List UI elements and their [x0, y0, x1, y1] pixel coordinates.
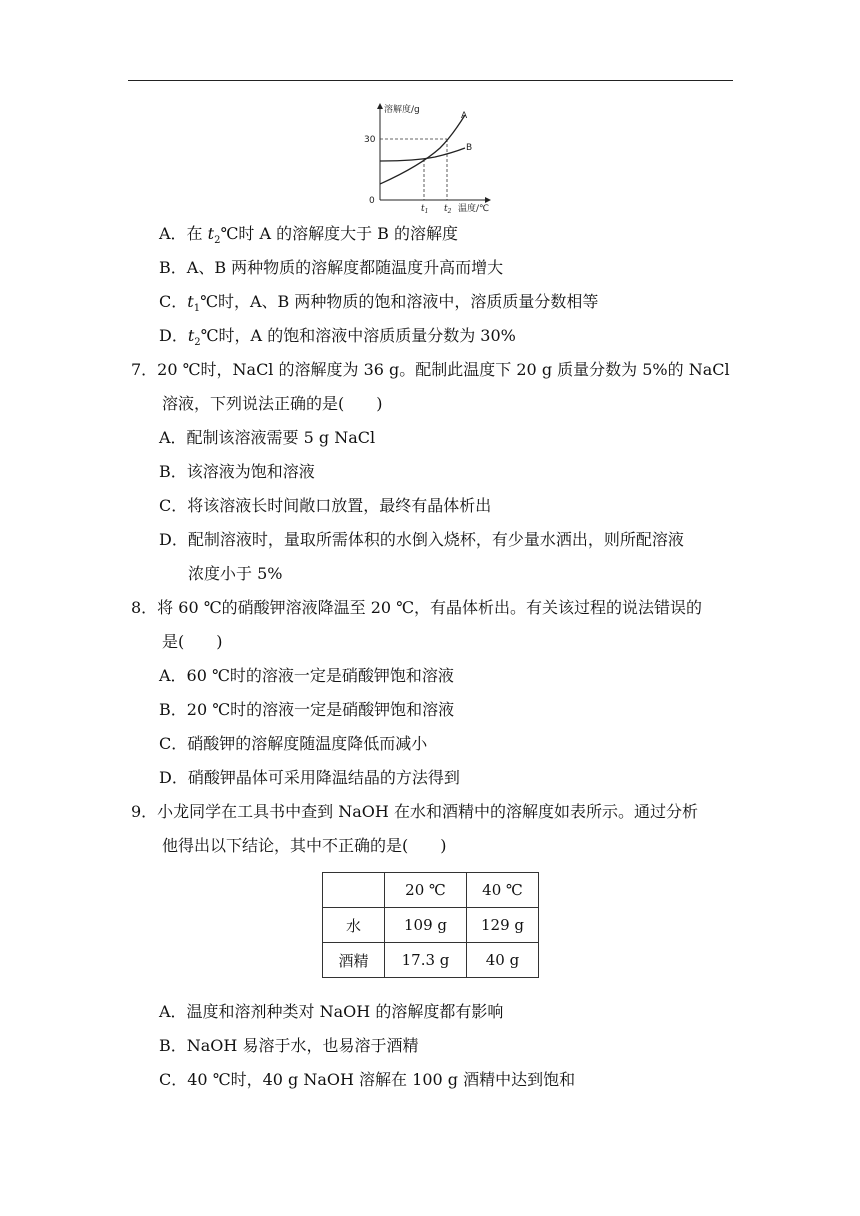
table-cell — [323, 873, 385, 908]
q6-option-c: C．$t_1℃$时，A、B 两种物质的饱和溶液中，溶质质量分数相等 — [159, 292, 599, 315]
q7-stem-cont: 溶液，下列说法正确的是( ) — [162, 394, 383, 413]
curve-b-label: B — [466, 143, 473, 153]
q7-option-b: B．该溶液为饱和溶液 — [159, 462, 315, 481]
q9-option-a: A．温度和溶剂种类对 NaOH 的溶解度都有影响 — [159, 1002, 504, 1021]
curve-b — [380, 148, 465, 161]
table-cell: 40 g — [467, 943, 539, 978]
t2-label: $t_2$ — [444, 204, 452, 215]
q6-option-a: A．在 $t_2℃$时 A 的溶解度大于 B 的溶解度 — [159, 224, 459, 247]
q6-option-b: B．A、B 两种物质的溶解度都随温度升高而增大 — [159, 258, 504, 277]
table-row — [323, 908, 539, 943]
x-axis-label: 温度/℃ — [458, 204, 490, 214]
q7-option-d: D．配制溶液时，量取所需体积的水倒入烧杯，有少量水洒出，则所配溶液 — [159, 530, 684, 549]
q9-option-b: B．NaOH 易溶于水，也易溶于酒精 — [159, 1036, 419, 1055]
q8-option-a: A．60 ℃时的溶液一定是硝酸钾饱和溶液 — [159, 666, 454, 685]
table-cell: 40 ℃ — [467, 873, 539, 908]
y-axis-label: 溶解度/g — [384, 105, 420, 115]
q7-option-d-cont: 浓度小于 5% — [188, 564, 283, 583]
q8-option-b: B．20 ℃时的溶液一定是硝酸钾饱和溶液 — [159, 700, 455, 719]
solubility-graph — [360, 98, 500, 216]
t1-label: $t_1$ — [421, 204, 429, 215]
q8-stem-cont: 是( ) — [162, 632, 223, 651]
table-cell: 20 ℃ — [385, 873, 467, 908]
table-cell: 17.3 g — [385, 943, 467, 978]
q7-stem: 7．20 ℃时，NaCl 的溶解度为 36 g。配制此温度下 20 g 质量分数为 5%的 NaCl — [131, 360, 730, 379]
table-row — [323, 943, 539, 978]
y-tick-30: 30 — [364, 135, 376, 145]
q7-option-c: C．将该溶液长时间敞口放置，最终有晶体析出 — [159, 496, 492, 515]
table-cell: 109 g — [385, 908, 467, 943]
table-cell: 酒精 — [323, 943, 385, 978]
q8-option-c: C．硝酸钾的溶解度随温度降低而减小 — [159, 734, 428, 753]
q6-option-d: D．$t_2℃$时，A 的饱和溶液中溶质质量分数为 30% — [159, 326, 516, 349]
q7-option-a: A．配制该溶液需要 5 g NaCl — [159, 428, 376, 447]
table-cell: 水 — [323, 908, 385, 943]
table-header-row — [323, 873, 539, 908]
origin-label: 0 — [369, 196, 375, 206]
curve-a-label: A — [461, 111, 468, 121]
q8-option-d: D．硝酸钾晶体可采用降温结晶的方法得到 — [159, 768, 460, 787]
q9-stem: 9．小龙同学在工具书中查到 NaOH 在水和酒精中的溶解度如表所示。通过分析 — [131, 802, 698, 821]
header-rule — [128, 80, 733, 81]
curve-a — [380, 115, 465, 184]
solubility-table — [322, 872, 539, 978]
q8-stem: 8．将 60 ℃的硝酸钾溶液降温至 20 ℃，有晶体析出。有关该过程的说法错误的 — [131, 598, 703, 617]
q9-stem-cont: 他得出以下结论，其中不正确的是( ) — [162, 836, 447, 855]
table-cell: 129 g — [467, 908, 539, 943]
q9-option-c: C．40 ℃时，40 g NaOH 溶解在 100 g 酒精中达到饱和 — [159, 1070, 576, 1089]
